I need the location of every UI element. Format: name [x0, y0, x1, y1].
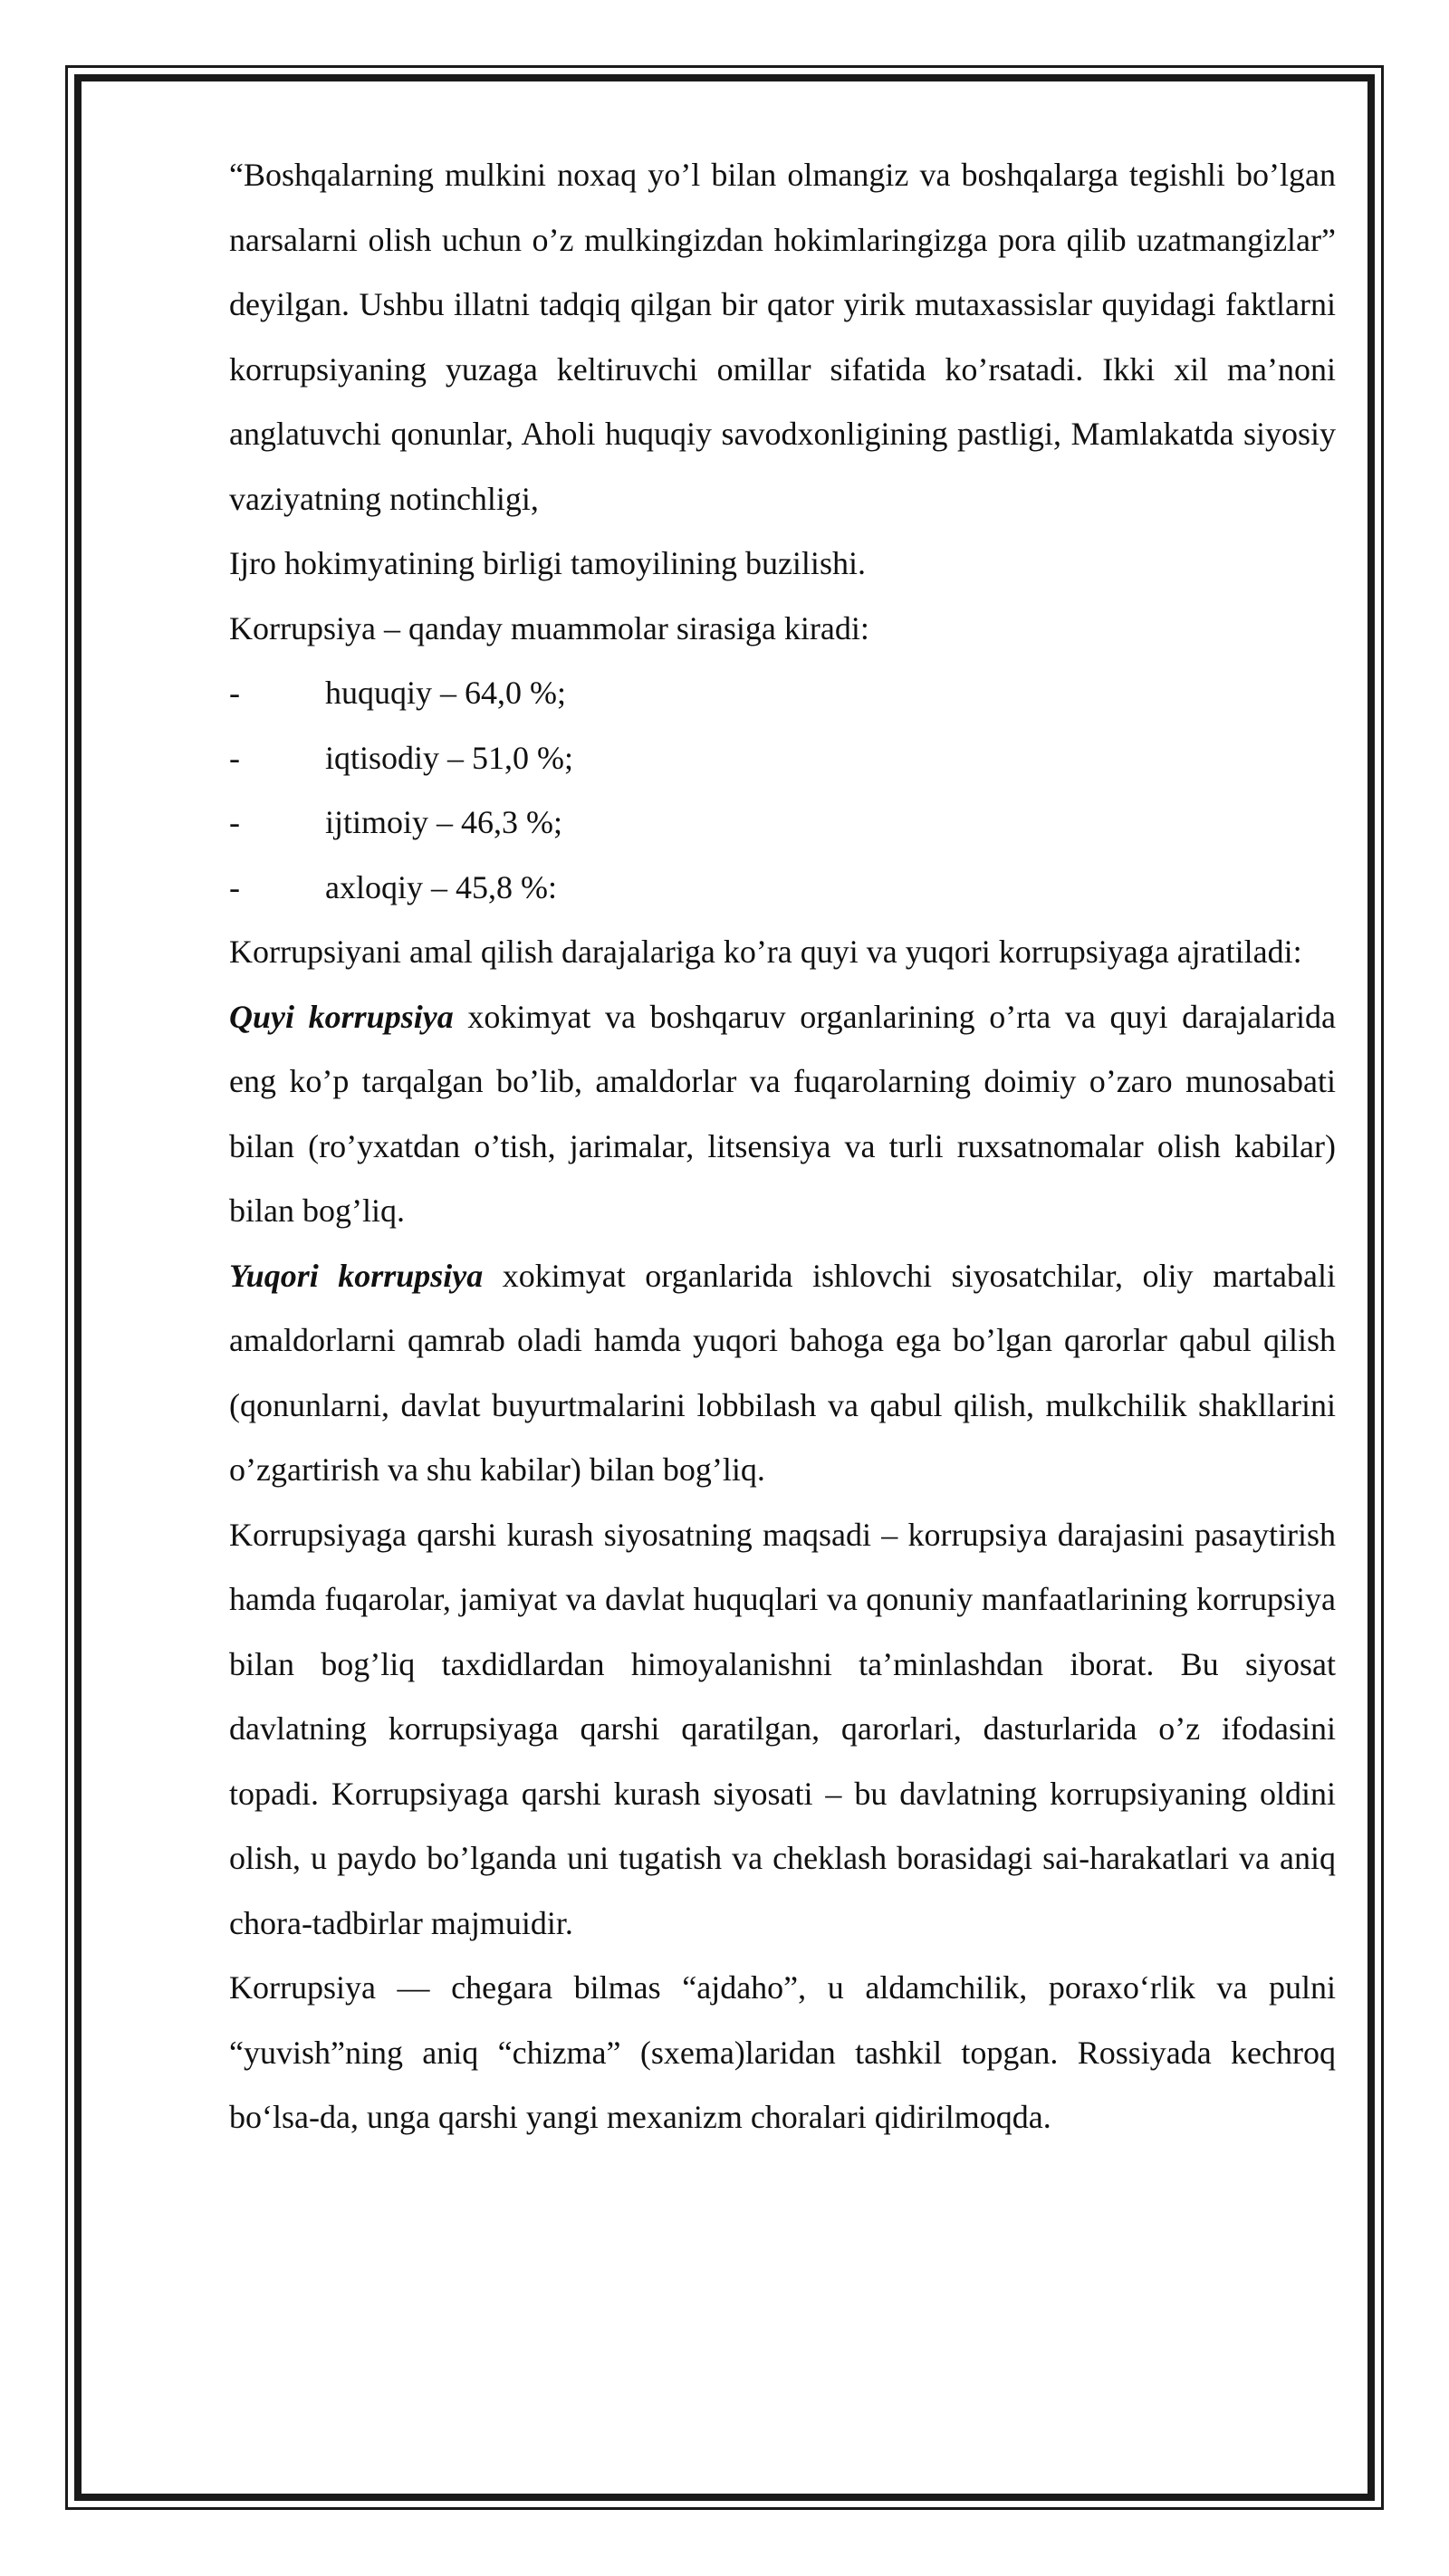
paragraph-problem-intro: Korrupsiya – qanday muammolar sirasiga kiradi: — [229, 609, 869, 646]
paragraph-dragon: Korrupsiya — chegara bilmas “ajdaho”, u aldamchilik, poraxo‘rlik va pulni “yuvish”ning aniq “chizma” (sxema)laridan tashkil topgan. Rossiyada kechroq bo‘lsa-da, unga qarshi yangi mexanizm choralari qidirilmoqda. — [229, 1969, 1336, 2135]
list-dash: - — [229, 868, 240, 905]
paragraph-executive-unity: Ijro hokimyatining birligi tamoyilining buzilishi. — [229, 545, 866, 581]
term-high-corruption: Yuqori korrupsiya — [229, 1257, 484, 1294]
paragraph-low-corruption — [229, 985, 1336, 1244]
high-corruption-text: xokimyat organlarida ishlovchi siyosatchilar, oliy martabali amaldorlarni qamrab oladi hamda yuqori bahoga ega bo’lgan qarorlar qabul qilish (qonunlarni, davlat buyurtmalarini lobbilash va qabul qilish, mulkchilik shakllarini o’zgartirish va shu kabilar) bilan bog’liq. — [229, 1257, 1336, 1488]
list-dash: - — [229, 804, 240, 840]
problem-list — [229, 661, 1336, 920]
list-item-text: iqtisodiy – 51,0 %; — [325, 739, 574, 776]
paragraph-quote: “Boshqalarning mulkini noxaq yo’l bilan olmangiz va boshqalarga tegishli bo’lgan narsalarni olish uchun o’z mulkingizdan hokimlaringizga pora qilib uzatmangizlar” deyilgan. Ushbu illatni tadqiq qilgan bir qator yirik mutaxassislar quyidagi faktlarni korrupsiyaning yuzaga keltiruvchi omillar sifatida ko’rsatadi. Ikki xil ma’noni anglatuvchi qonunlar, Aholi huquqiy savodxonligining pastligi, Mamlakatda siyosiy vaziyatning notinchligi, — [229, 157, 1336, 517]
list-item — [229, 856, 1336, 921]
list-dash: - — [229, 675, 240, 711]
low-corruption-text: xokimyat va boshqaruv organlarining o’rta va quyi darajalarida eng ko’p tarqalgan bo’lib, amaldorlar va fuqarolarning doimiy o’zaro munosabati bilan (ro’yxatdan o’tish, jarimalar, litsensiya va turli ruxsatnomalar olish kabilar) bilan bog’liq. — [229, 998, 1337, 1229]
list-item-text: huquqiy – 64,0 %; — [325, 675, 566, 711]
list-item — [229, 726, 1336, 791]
list-item — [229, 661, 1336, 726]
list-item-text: ijtimoiy – 46,3 %; — [325, 804, 563, 840]
list-item — [229, 790, 1336, 856]
paragraph-high-corruption — [229, 1244, 1336, 1503]
paragraph-anti-corruption-policy: Korrupsiyaga qarshi kurash siyosatning maqsadi – korrupsiya darajasini pasaytirish hamda fuqarolar, jamiyat va davlat huquqlari va qonuniy manfaatlarining korrupsiya bilan bog’liq taxdidlardan himoyalanishni ta’minlashdan iborat. Bu siyosat davlatning korrupsiyaga qarshi qaratilgan, qarorlari, dasturlarida o’z ifodasini topadi. Korrupsiyaga qarshi kurash siyosati – bu davlatning korrupsiyaning oldini olish, u paydo bo’lganda uni tugatish va cheklash borasidagi sai-harakatlari va aniq chora-tadbirlar majmuidir. — [229, 1516, 1336, 1941]
list-item-text: axloqiy – 45,8 %: — [325, 868, 557, 905]
document-body — [229, 143, 1336, 2150]
paragraph-levels: Korrupsiyani amal qilish darajalariga ko’ra quyi va yuqori korrupsiyaga ajratiladi: — [229, 934, 1302, 970]
list-dash: - — [229, 739, 240, 776]
term-low-corruption: Quyi korrupsiya — [229, 998, 454, 1035]
